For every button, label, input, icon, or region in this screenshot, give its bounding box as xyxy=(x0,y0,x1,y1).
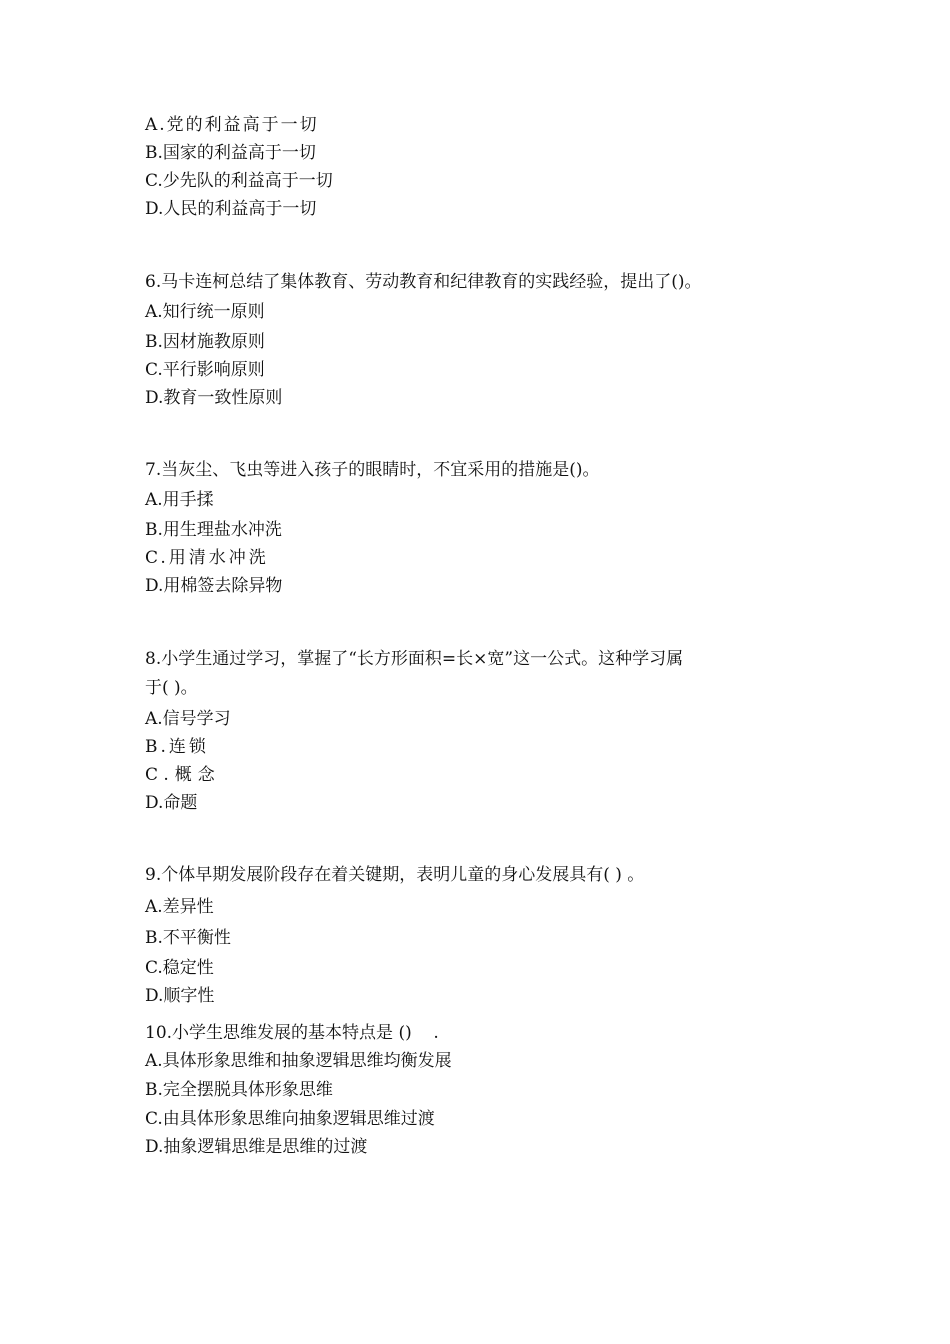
q5-option-b: B.国家的利益高于一切 xyxy=(145,143,316,163)
q10-option-d: D.抽象逻辑思维是思维的过渡 xyxy=(145,1137,368,1157)
q8-option-a: A.信号学习 xyxy=(145,709,231,729)
q5-option-c: C.少先队的利益高于一切 xyxy=(145,171,333,191)
q9-option-c: C.稳定性 xyxy=(145,958,214,978)
q6-option-c: C.平行影响原则 xyxy=(145,360,265,380)
q5-option-a: A.党的利益高于一切 xyxy=(145,115,319,135)
q7-option-d: D.用棉签去除异物 xyxy=(145,576,283,596)
q8-stem-line2: 于( )。 xyxy=(145,678,198,698)
q10-stem: 10.小学生思维发展的基本特点是 () . xyxy=(145,1023,439,1043)
q7-option-c: C.用清水冲洗 xyxy=(145,548,269,568)
q9-stem: 9.个体早期发展阶段存在着关键期，表明儿童的身心发展具有( ) 。 xyxy=(145,865,645,885)
q8-option-c: C.概念 xyxy=(145,765,221,785)
q10-option-b: B.完全摆脱具体形象思维 xyxy=(145,1080,333,1100)
q6-option-b: B.因材施教原则 xyxy=(145,332,265,352)
q10-option-a: A.具体形象思维和抽象逻辑思维均衡发展 xyxy=(145,1051,452,1071)
q7-stem: 7.当灰尘、飞虫等进入孩子的眼睛时，不宜采用的措施是()。 xyxy=(145,460,600,480)
q5-option-d: D.人民的利益高于一切 xyxy=(145,199,317,219)
q9-option-d: D.顺字性 xyxy=(145,986,215,1006)
q9-option-a: A.差异性 xyxy=(145,897,214,917)
q8-option-b: B.连锁 xyxy=(145,737,209,757)
q7-option-a: A.用手揉 xyxy=(145,490,214,510)
q9-option-b: B.不平衡性 xyxy=(145,928,231,948)
q8-option-d: D.命题 xyxy=(145,793,198,813)
q8-stem-line1: 8.小学生通过学习，掌握了“长方形面积=长×宽”这一公式。这种学习属 xyxy=(145,649,684,669)
q6-option-a: A.知行统一原则 xyxy=(145,302,265,322)
q6-stem: 6.马卡连柯总结了集体教育、劳动教育和纪律教育的实践经验，提出了()。 xyxy=(145,272,702,292)
q6-option-d: D.教育一致性原则 xyxy=(145,388,283,408)
q10-option-c: C.由具体形象思维向抽象逻辑思维过渡 xyxy=(145,1109,435,1129)
q7-option-b: B.用生理盐水冲洗 xyxy=(145,520,282,540)
